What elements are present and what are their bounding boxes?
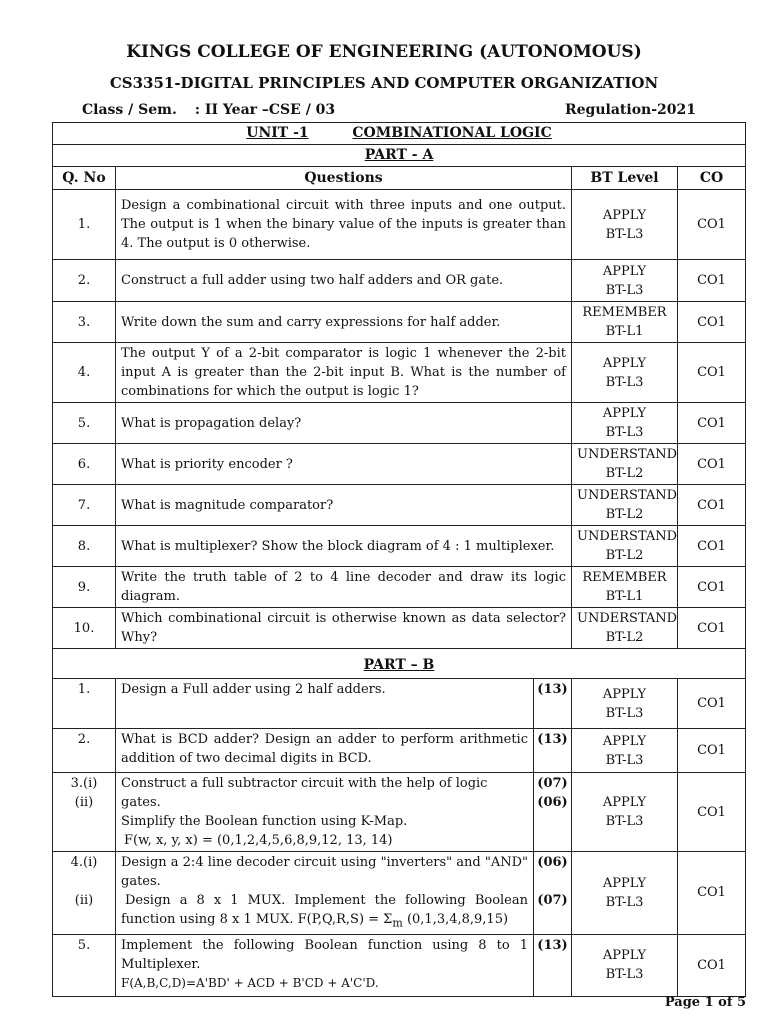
bt-level	[572, 343, 678, 403]
co: CO1	[678, 343, 746, 403]
question-text: What is BCD adder? Design an adder to perform arithmetic addition of two decimal digits in BCD.	[116, 729, 534, 773]
table-row	[53, 567, 746, 608]
question-text: What is magnitude comparator?	[116, 485, 572, 526]
question-text: Which combinational circuit is otherwise known as data selector? Why?	[116, 608, 572, 649]
bt-level-code: BT-L1	[605, 589, 644, 604]
question-text	[116, 934, 534, 996]
marks: (13)	[534, 679, 572, 729]
bt-level	[572, 403, 678, 444]
table-row	[53, 852, 746, 935]
question-function: F(A,B,C,D)=A'BD' + ACD + B'CD + A'C'D.	[121, 975, 379, 990]
bt-level-name: REMEMBER	[582, 570, 667, 585]
question-text: Design a combinational circuit with three inputs and one output. The output is 1 when the binary value of the inputs is greater than 4. The output is 0 otherwise.	[116, 190, 572, 260]
co: CO1	[678, 403, 746, 444]
table-row	[53, 773, 746, 852]
marks	[534, 773, 572, 852]
question-text: What is multiplexer? Show the block diagram of 4 : 1 multiplexer.	[116, 526, 572, 567]
unit-row	[53, 123, 746, 145]
co: CO1	[678, 852, 746, 935]
table-row	[53, 608, 746, 649]
bt-level-name: APPLY	[602, 795, 647, 810]
bt-level	[572, 302, 678, 343]
part-a-title: PART - A	[364, 147, 434, 163]
co: CO1	[678, 302, 746, 343]
q-number: 2.	[53, 260, 116, 302]
bt-level-name: UNDERSTAND	[577, 488, 678, 503]
col-qno: Q. No	[53, 167, 116, 190]
bt-level-code: BT-L3	[605, 226, 644, 242]
marks	[534, 852, 572, 935]
question-text: Write down the sum and carry expressions for half adder.	[116, 302, 572, 343]
class-value: : II Year –CSE / 03	[194, 102, 336, 118]
bt-level-code: BT-L3	[605, 967, 644, 983]
bt-level-name: UNDERSTAND	[577, 611, 678, 626]
co: CO1	[678, 679, 746, 729]
bt-level	[572, 852, 678, 935]
bt-level-name: APPLY	[602, 406, 647, 421]
q-number	[53, 773, 116, 852]
question-part-ii-function: F(w, x, y, x) = (0,1,2,4,5,6,8,9,12, 13, 14)	[124, 833, 393, 848]
marks: (13)	[534, 729, 572, 773]
bt-level	[572, 934, 678, 996]
part-a-header-row	[53, 167, 746, 190]
part-b-title-row	[53, 649, 746, 679]
bt-level-name: APPLY	[602, 263, 647, 279]
bt-level	[572, 773, 678, 852]
co: CO1	[678, 190, 746, 260]
co: CO1	[678, 444, 746, 485]
co: CO1	[678, 526, 746, 567]
bt-level-name: APPLY	[602, 686, 647, 702]
q-number: 5.	[53, 934, 116, 996]
bt-level-name: APPLY	[602, 355, 647, 371]
q-number: 3.	[53, 302, 116, 343]
q-number: 7.	[53, 485, 116, 526]
question-part-i: Design a 2:4 line decoder circuit using "inverters" and "AND" gates.	[121, 855, 528, 889]
marks: (13)	[534, 934, 572, 996]
q-number: 6.	[53, 444, 116, 485]
co: CO1	[678, 934, 746, 996]
q-number: 1.	[53, 190, 116, 260]
question-text: Construct a full adder using two half adders and OR gate.	[116, 260, 572, 302]
q-number	[53, 852, 116, 935]
college-title: KINGS COLLEGE OF ENGINEERING (AUTONOMOUS)	[126, 42, 642, 62]
q-number-ii: (ii)	[74, 893, 94, 908]
q-number-ii: (ii)	[74, 795, 94, 810]
bt-level-code: BT-L3	[605, 374, 644, 390]
co: CO1	[678, 773, 746, 852]
question-text: What is propagation delay?	[116, 403, 572, 444]
bt-level-code: BT-L3	[605, 752, 644, 768]
question-part-ii: Design a 8 x 1 MUX. Implement the following Boolean function using 8 x 1 MUX. $F(P,Q,R,S) = \Sigma_m$ (0,1,3,4,8,9,15)	[121, 893, 528, 930]
bt-level	[572, 608, 678, 649]
bt-level	[572, 729, 678, 773]
bt-level-code: BT-L3	[605, 894, 644, 910]
bt-level-code: BT-L3	[605, 705, 644, 721]
marks-ii: (07)	[537, 893, 568, 908]
regulation: Regulation-2021	[565, 102, 696, 118]
bt-level	[572, 679, 678, 729]
bt-level-name: APPLY	[602, 733, 647, 749]
bt-level	[572, 526, 678, 567]
marks-i: (07)	[537, 776, 568, 791]
question-part-i: Construct a full subtractor circuit with the help of logic gates.	[121, 776, 488, 810]
co: CO1	[678, 485, 746, 526]
page-number: Page 1 of 5	[664, 995, 746, 1010]
bt-level-code: BT-L2	[605, 507, 644, 522]
bt-level-name: REMEMBER	[582, 305, 667, 320]
bt-level-code: BT-L3	[605, 814, 644, 829]
unit-number: UNIT -1	[246, 125, 309, 141]
co: CO1	[678, 567, 746, 608]
co: CO1	[678, 260, 746, 302]
question-text	[116, 773, 534, 852]
bt-level-code: BT-L3	[605, 282, 644, 298]
bt-level	[572, 260, 678, 302]
unit-title: COMBINATIONAL LOGIC	[352, 125, 552, 141]
q-number: 4.	[53, 343, 116, 403]
bt-level-name: APPLY	[602, 207, 647, 223]
bt-level	[572, 485, 678, 526]
bt-level-code: BT-L2	[605, 630, 644, 645]
q-number: 2.	[53, 729, 116, 773]
table-row	[53, 403, 746, 444]
col-bt-level: BT Level	[572, 167, 678, 190]
q-number: 1.	[53, 679, 116, 729]
table-row	[53, 526, 746, 567]
question-text	[116, 852, 534, 935]
course-title: CS3351-DIGITAL PRINCIPLES AND COMPUTER ORGANIZATION	[109, 74, 659, 92]
q-number: 9.	[53, 567, 116, 608]
table-row	[53, 260, 746, 302]
question-text: Design a Full adder using 2 half adders.	[116, 679, 534, 729]
marks-i: (06)	[537, 855, 568, 870]
class-info-row	[82, 102, 696, 118]
table-row	[53, 679, 746, 729]
table-row	[53, 302, 746, 343]
bt-level-name: UNDERSTAND	[577, 447, 678, 462]
bt-level-code: BT-L1	[605, 324, 644, 339]
q-number-i: 3.(i)	[70, 776, 98, 791]
bt-level-name: UNDERSTAND	[577, 529, 678, 544]
question-table	[52, 122, 746, 997]
question-main: Implement the following Boolean function using 8 to 1 Multiplexer.	[121, 937, 528, 972]
marks-ii: (06)	[537, 795, 568, 810]
q-number: 8.	[53, 526, 116, 567]
table-row	[53, 444, 746, 485]
table-row	[53, 190, 746, 260]
bt-level	[572, 567, 678, 608]
part-a-title-row	[53, 145, 746, 167]
bt-level	[572, 190, 678, 260]
bt-level-code: BT-L3	[605, 425, 644, 440]
table-row	[53, 934, 746, 996]
question-text: Write the truth table of 2 to 4 line decoder and draw its logic diagram.	[116, 567, 572, 608]
table-row	[53, 485, 746, 526]
bt-level-code: BT-L2	[605, 548, 644, 563]
co: CO1	[678, 608, 746, 649]
question-part-ii: Simplify the Boolean function using K-Map.	[121, 814, 408, 829]
question-text: What is priority encoder ?	[116, 444, 572, 485]
table-row	[53, 343, 746, 403]
co: CO1	[678, 729, 746, 773]
bt-level	[572, 444, 678, 485]
bt-level-code: BT-L2	[605, 466, 644, 481]
q-number: 5.	[53, 403, 116, 444]
question-text: The output Y of a 2-bit comparator is logic 1 whenever the 2-bit input A is greater than the 2-bit input B. What is the number of combinations for which the output is logic 1?	[116, 343, 572, 403]
bt-level-name: APPLY	[602, 948, 647, 964]
class-label: Class / Sem.	[82, 102, 177, 118]
part-b-title: PART – B	[363, 657, 435, 673]
table-row	[53, 729, 746, 773]
q-number: 10.	[53, 608, 116, 649]
col-questions: Questions	[116, 167, 572, 190]
q-number-i: 4.(i)	[70, 855, 98, 870]
col-co: CO	[678, 167, 746, 190]
bt-level-name: APPLY	[602, 875, 647, 891]
